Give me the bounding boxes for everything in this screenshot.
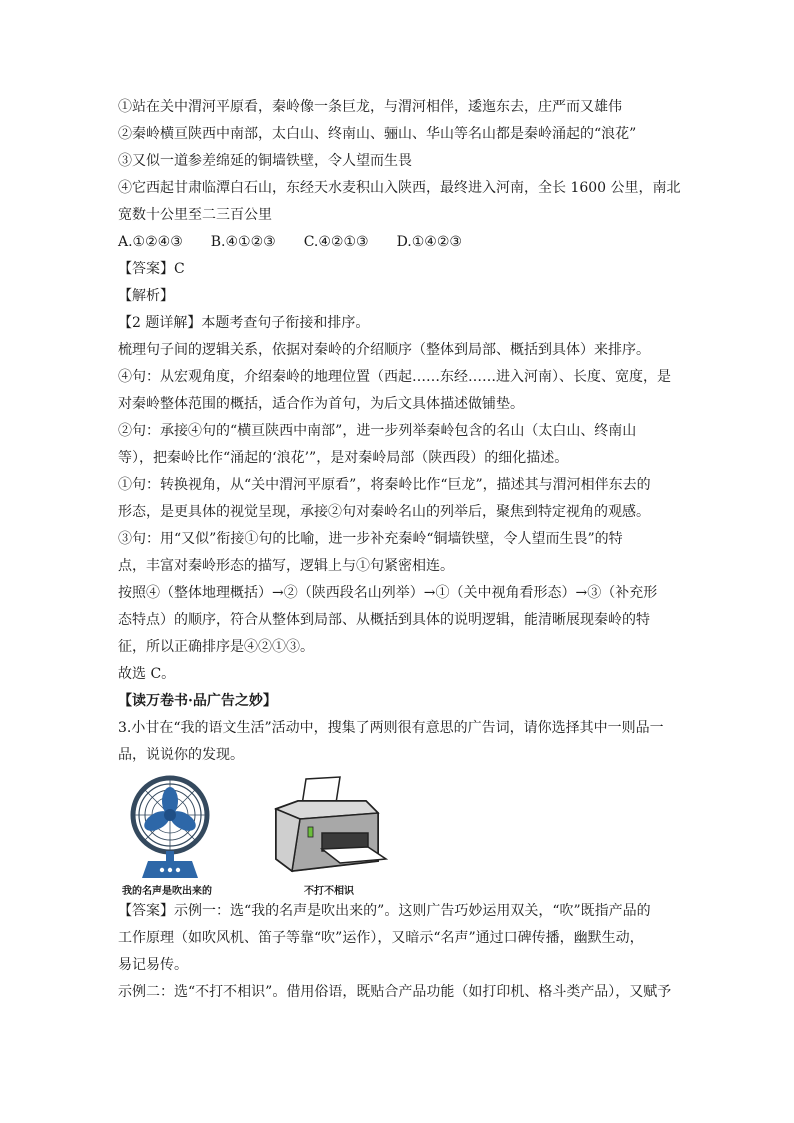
fan-caption: 我的名声是吹出来的 — [122, 886, 212, 897]
q3-answer-line: 【答案】示例一：选“我的名声是吹出来的”。这则广告巧妙运用双关，“吹”既指产品的 — [118, 903, 651, 919]
q3-prompt-line-2: 品，说说你的发现。 — [118, 747, 244, 763]
analysis-line: 梳理句子间的逻辑关系，依据对秦岭的介绍顺序（整体到局部、概括到具体）来排序。 — [118, 342, 650, 358]
analysis-line: ①句：转换视角，从“关中渭河平原看”，将秦岭比作“巨龙”，描述其与渭河相伴东去的 — [118, 477, 651, 493]
section-title: 【读万卷书·品广告之妙】 — [118, 693, 277, 709]
sentence-2: ②秦岭横亘陕西中南部，太白山、终南山、骊山、华山等名山都是秦岭涌起的“浪花” — [118, 126, 637, 142]
ad-figures — [118, 775, 678, 898]
analysis-line: 态特点）的顺序，符合从整体到局部、从概括到具体的说明逻辑，能清晰展现秦岭的特 — [118, 612, 650, 628]
analysis-line: 等），把秦岭比作“涌起的‘浪花’”，是对秦岭局部（陕西段）的细化描述。 — [118, 450, 569, 466]
answer-options: A.①②④③ B.④①②③ C.④②①③ D.①④②③ — [118, 234, 462, 250]
sentence-4-line-2: 宽数十公里至二三百公里 — [118, 207, 272, 223]
printer-icon — [270, 775, 390, 877]
q3-prompt-line-1: 3.小甘在“我的语文生活”活动中，搜集了两则很有意思的广告词，请你选择其中一则品一 — [118, 720, 664, 736]
q3-answer-line: 示例二：选“不打不相识”。借用俗语，既贴合产品功能（如打印机、格斗类产品），又赋予 — [118, 984, 672, 1000]
analysis-line: 点，丰富对秦岭形态的描写，逻辑上与①句紧密相连。 — [118, 558, 454, 574]
analysis-line: 按照④（整体地理概括）→②（陕西段名山列举）→①（关中视角看形态）→③（补充形 — [118, 585, 658, 601]
analysis-line: ④句：从宏观角度，介绍秦岭的地理位置（西起……东经……进入河南）、长度、宽度，是 — [118, 369, 671, 385]
printer-figure — [270, 775, 390, 899]
analysis-heading: 【解析】 — [118, 288, 174, 304]
sentence-3: ③又似一道参差绵延的铜墙铁壁，令人望而生畏 — [118, 153, 412, 169]
fan-icon — [122, 775, 218, 879]
sentence-4-line-1: ④它西起甘肃临潭白石山，东经天水麦积山入陕西，最终进入河南，全长 1600 公里，南北 — [118, 180, 681, 196]
q3-answer-line: 工作原理（如吹风机、笛子等靠“吹”运作），又暗示“名声”通过口碑传播，幽默生动， — [118, 930, 644, 946]
document-page — [118, 94, 681, 1006]
analysis-line: ②句：承接④句的“横亘陕西中南部”，进一步列举秦岭包含的名山（太白山、终南山 — [118, 423, 637, 439]
q3-answer-line: 易记易传。 — [118, 957, 188, 973]
sentence-1: ①站在关中渭河平原看，秦岭像一条巨龙，与渭河相伴，逶迤东去，庄严而又雄伟 — [118, 99, 622, 115]
analysis-line: 征，所以正确排序是④②①③。 — [118, 639, 314, 655]
analysis-line: 故选 C。 — [118, 666, 176, 682]
analysis-line: 对秦岭整体范围的概括，适合作为首句，为后文具体描述做铺垫。 — [118, 396, 524, 412]
fan-figure — [122, 775, 230, 899]
analysis-line: 【2 题详解】本题考查句子衔接和排序。 — [118, 315, 370, 331]
analysis-line: ③句：用“又似”衔接①句的比喻，进一步补充秦岭“铜墙铁壁，令人望而生畏”的特 — [118, 531, 623, 547]
printer-caption: 不打不相识 — [304, 886, 354, 897]
analysis-line: 形态，是更具体的视觉呈现，承接②句对秦岭名山的列举后，聚焦到特定视角的观感。 — [118, 504, 650, 520]
q2-answer: 【答案】C — [118, 261, 185, 277]
